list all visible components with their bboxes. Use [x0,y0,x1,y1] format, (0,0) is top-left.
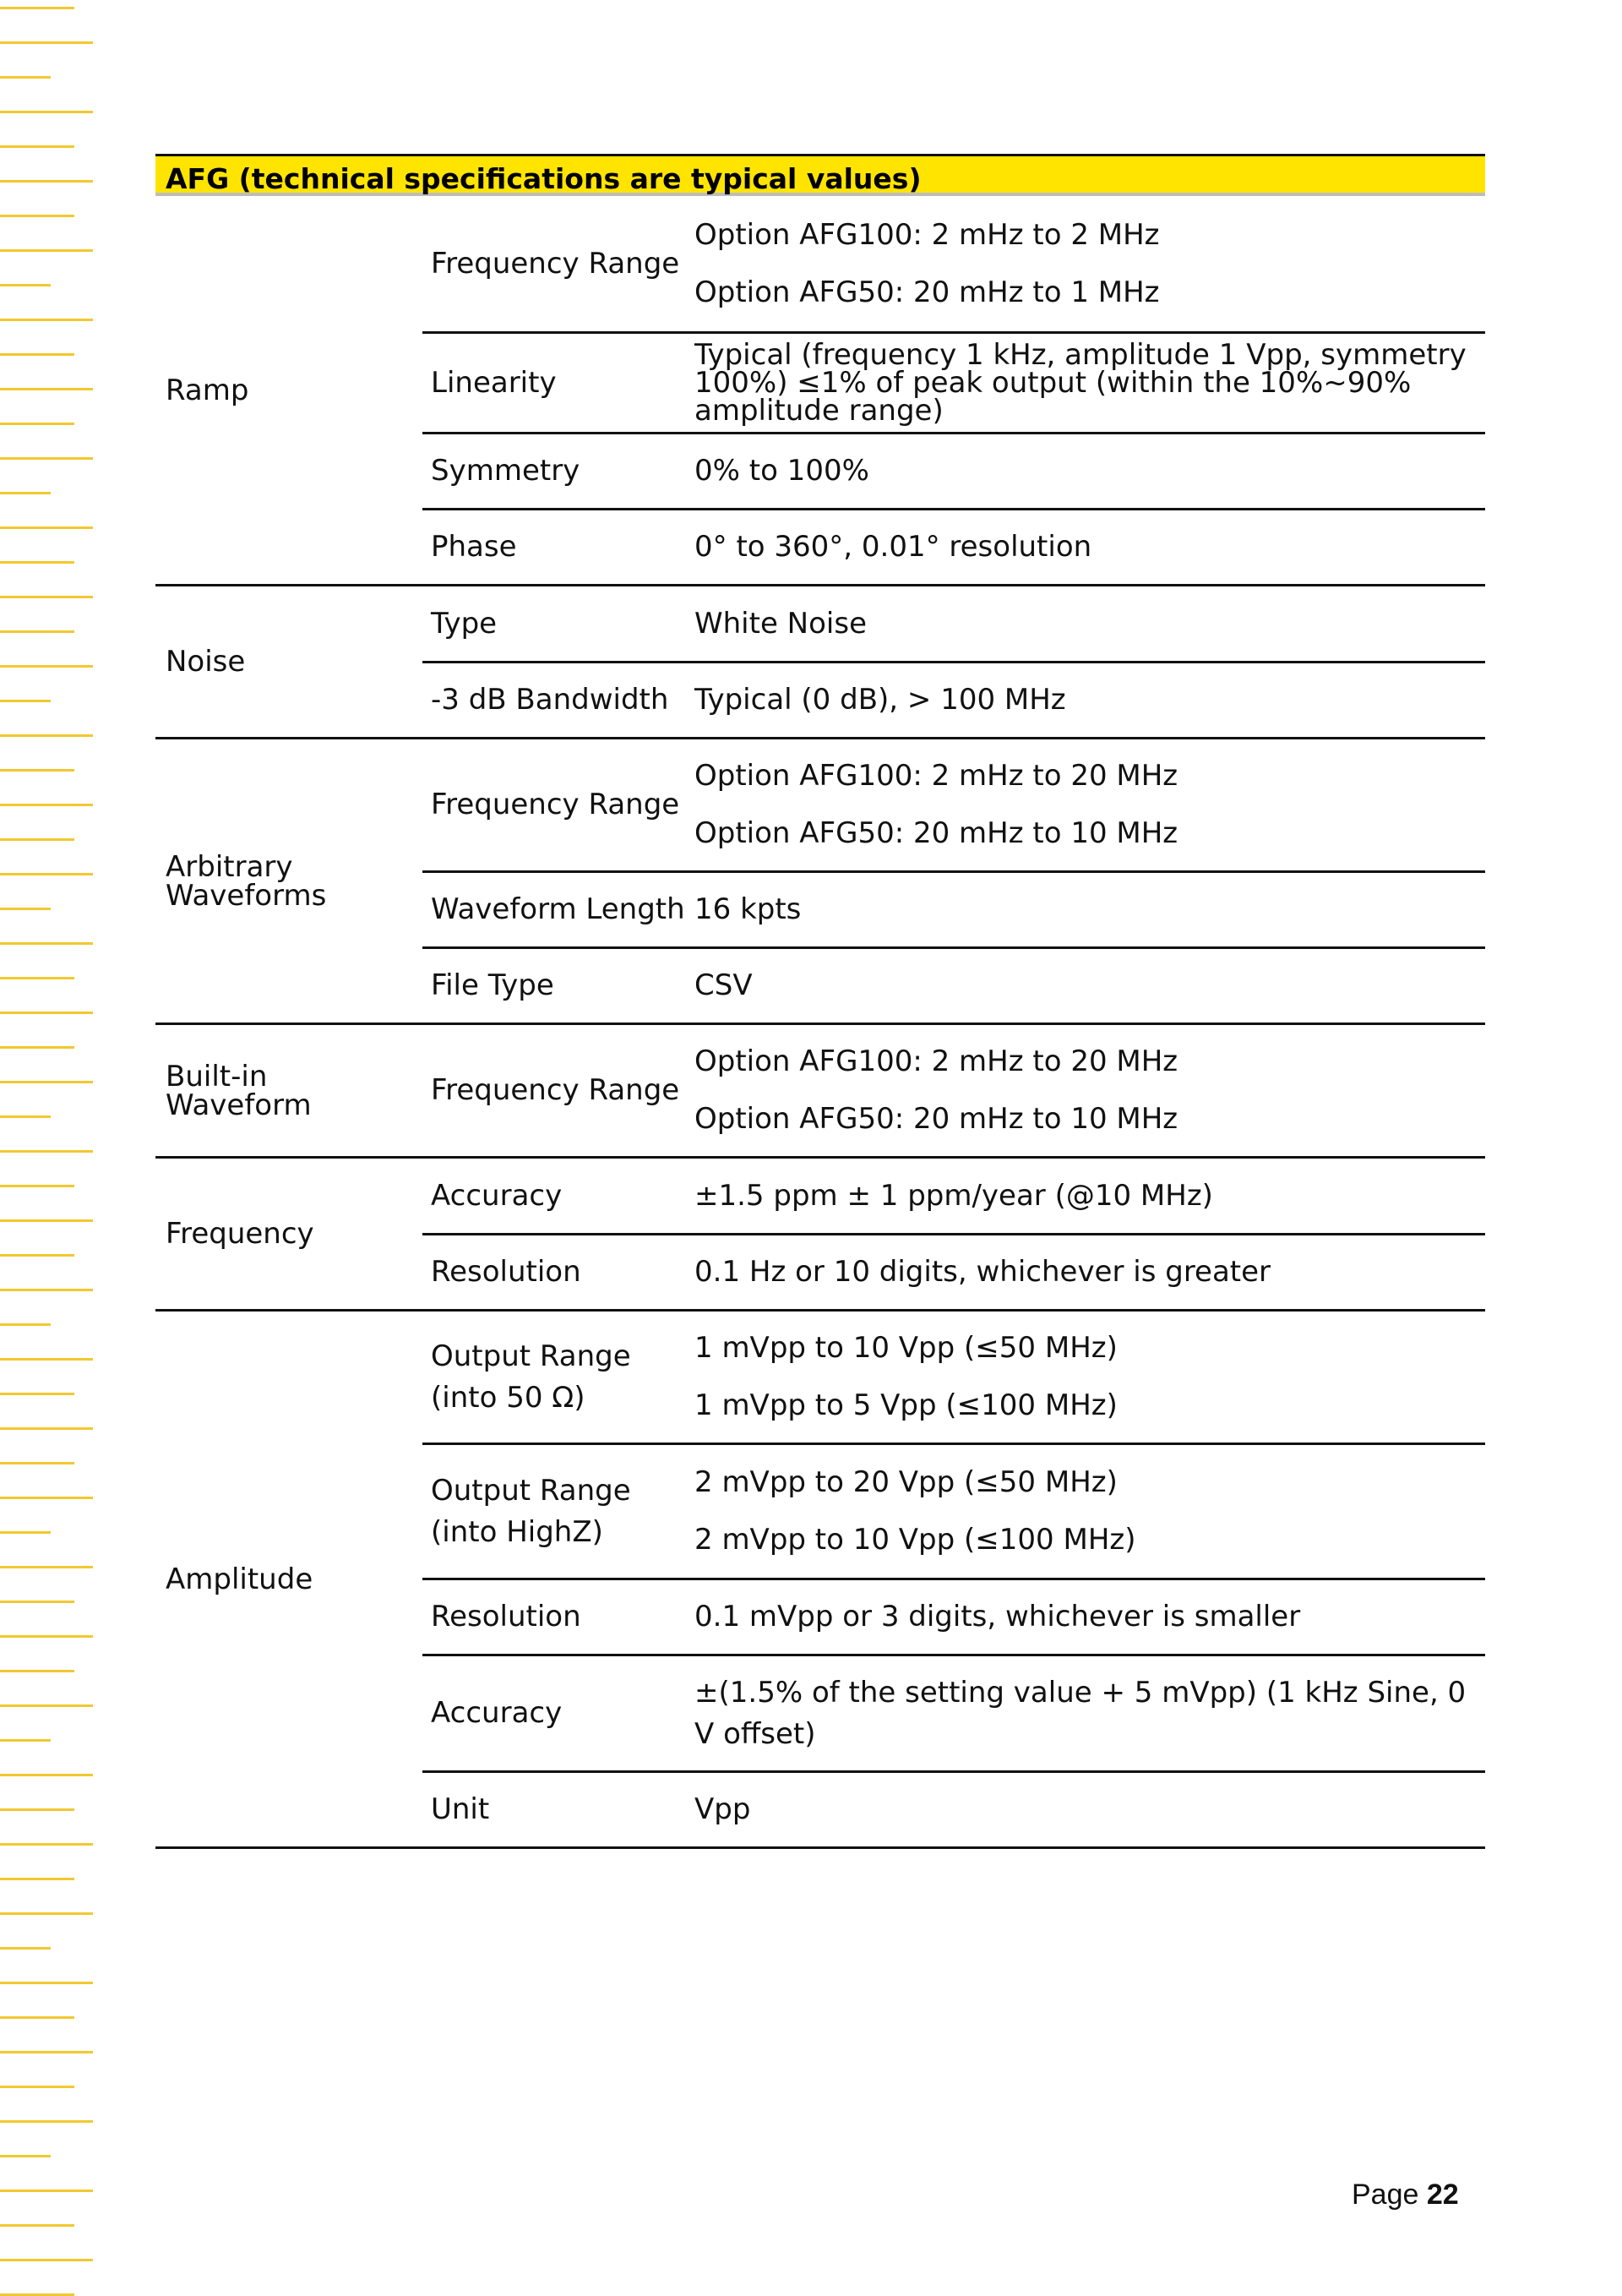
param-value: Option AFG50: 20 mHz to 1 MHz [694,275,1160,309]
group-label: Noise [166,645,246,679]
spec-row [422,586,1485,661]
param-label: Unit [431,1792,490,1826]
margin-dash [0,1046,74,1049]
margin-dash [0,1012,93,1014]
margin-dash [0,1912,93,1915]
margin-dash [0,319,93,321]
param-label: Frequency Range [431,1073,680,1107]
param-value: Option AFG100: 2 mHz to 20 MHz [694,759,1178,793]
margin-dash [0,1982,93,1984]
param-label: Frequency Range [431,246,680,281]
margin-dash [0,457,93,460]
table-header [155,154,1485,196]
param-value: Typical (0 dB), > 100 MHz [694,683,1066,717]
param-value: Vpp [694,1792,751,1826]
param-label: Symmetry [431,454,580,488]
margin-dash [0,734,93,737]
margin-dash [0,1289,93,1291]
margin-dash [0,353,74,356]
spec-row [422,1233,1485,1309]
margin-dash [0,942,93,945]
afg-spec-table [155,154,1485,1849]
margin-dash [0,1219,93,1222]
decorative-margin-lines [0,0,101,2294]
param-label: Linearity [431,365,557,400]
margin-dash [0,804,93,806]
margin-dash [0,145,74,148]
margin-dash [0,2120,93,2123]
margin-dash [0,1739,51,1742]
margin-dash [0,665,93,668]
margin-dash [0,769,74,772]
param-value: 0° to 360°, 0.01° resolution [694,530,1092,564]
margin-dash [0,700,51,702]
param-value: 1 mVpp to 5 Vpp (≤100 MHz) [694,1388,1118,1422]
param-value: 16 kpts [694,892,802,926]
param-label: Resolution [431,1255,581,1289]
param-value: Option AFG50: 20 mHz to 10 MHz [694,1102,1178,1136]
margin-dash [0,2259,93,2261]
margin-dash [0,180,93,183]
spec-row [422,1442,1485,1578]
param-value: 0% to 100% [694,454,869,488]
param-label: Output Range (into 50 Ω) [431,1339,631,1415]
margin-dash [0,249,93,252]
param-value: 0.1 mVpp or 3 digits, whichever is smaller [694,1600,1301,1633]
spec-group-frequency [155,1159,1485,1312]
spec-row [422,432,1485,508]
margin-dash [0,2016,74,2019]
group-label: Frequency [166,1217,314,1251]
margin-dash [0,596,93,598]
spec-row [422,1312,1485,1442]
margin-dash [0,1462,74,1464]
spec-row [422,1770,1485,1846]
param-value: White Noise [694,606,867,641]
group-label: Built-in Waveform [166,1059,312,1122]
param-value: Option AFG50: 20 mHz to 10 MHz [694,816,1178,850]
margin-dash [0,388,93,390]
margin-dash [0,492,51,494]
margin-dash [0,1150,93,1153]
margin-dash [0,2190,93,2192]
margin-dash [0,1635,93,1638]
margin-dash [0,1704,93,1707]
param-label: Output Range (into HighZ) [431,1473,631,1549]
group-label: Amplitude [166,1562,313,1596]
param-label: File Type [431,968,554,1002]
margin-dash [0,1843,93,1846]
margin-dash [0,2155,51,2157]
margin-dash [0,2224,74,2227]
margin-dash [0,1947,51,1950]
margin-dash [0,1774,93,1776]
param-label: Accuracy [431,1178,563,1213]
margin-dash [0,1323,51,1326]
margin-dash [0,1358,93,1361]
margin-dash [0,423,74,425]
margin-dash [0,1427,93,1430]
page-number-value: 22 [1426,2179,1459,2211]
spec-row [422,331,1485,432]
group-label: Arbitrary Waveforms [166,849,327,913]
param-value: ±(1.5% of the setting value + 5 mVpp) (1 kHz Sine, 0 V offset) [694,1675,1467,1751]
margin-dash [0,1531,51,1534]
margin-dash [0,1566,93,1568]
margin-dash [0,1808,74,1811]
page-label: Page [1352,2179,1419,2211]
spec-row [422,661,1485,737]
margin-dash [0,7,74,9]
param-label: Type [431,606,498,641]
margin-dash [0,908,51,910]
spec-row [422,1025,1485,1156]
margin-dash [0,1393,74,1395]
param-value: 2 mVpp to 10 Vpp (≤100 MHz) [694,1523,1136,1557]
spec-row [422,1578,1485,1654]
margin-dash [0,1601,74,1603]
param-label: Accuracy [431,1696,563,1730]
spec-row [422,508,1485,584]
margin-dash [0,1081,93,1083]
margin-dash [0,1185,74,1187]
spec-row [422,196,1485,331]
param-label: Waveform Length [431,892,685,926]
table-title: AFG (technical specifications are typical values) [166,162,922,195]
param-label: Phase [431,530,517,564]
spec-row [422,739,1485,870]
margin-dash [0,76,51,79]
margin-dash [0,630,74,633]
param-value: Typical (frequency 1 kHz, amplitude 1 Vpp, symmetry 100%) ≤1% of peak output (within the 10%~90% amplitude range) [694,337,1467,428]
margin-dash [0,284,51,286]
param-value: Option AFG100: 2 mHz to 2 MHz [694,217,1160,252]
param-value: 2 mVpp to 20 Vpp (≤50 MHz) [694,1465,1118,1499]
margin-dash [0,41,93,44]
margin-dash [0,2086,74,2088]
spec-group-noise [155,586,1485,739]
spec-group-amplitude [155,1312,1485,1849]
margin-dash [0,526,93,529]
margin-dash [0,977,74,979]
margin-dash [0,2051,93,2053]
margin-dash [0,111,93,113]
param-label: Resolution [431,1600,581,1633]
spec-group-ramp [155,196,1485,586]
margin-dash [0,215,74,217]
param-value: Option AFG100: 2 mHz to 20 MHz [694,1044,1178,1078]
spec-row [422,1159,1485,1233]
param-value: ±1.5 ppm ± 1 ppm/year (@10 MHz) [694,1178,1213,1213]
margin-dash [0,838,74,841]
spec-row [422,1654,1485,1770]
param-value: 0.1 Hz or 10 digits, whichever is greater [694,1255,1271,1289]
spec-group-built-in-waveform [155,1025,1485,1159]
margin-dash [0,1254,74,1257]
spec-group-arbitrary-waveforms [155,739,1485,1025]
group-label: Ramp [166,373,249,407]
margin-dash [0,1497,93,1499]
spec-row [422,870,1485,946]
spec-row [422,946,1485,1023]
margin-dash [0,561,74,564]
margin-dash [0,1115,51,1118]
param-label: -3 dB Bandwidth [431,683,669,717]
margin-dash [0,1670,74,1672]
param-value: CSV [694,968,753,1002]
margin-dash [0,1878,74,1880]
param-label: Frequency Range [431,788,680,821]
page-number [1352,2179,1459,2211]
margin-dash [0,873,93,875]
param-value: 1 mVpp to 10 Vpp (≤50 MHz) [694,1331,1118,1365]
